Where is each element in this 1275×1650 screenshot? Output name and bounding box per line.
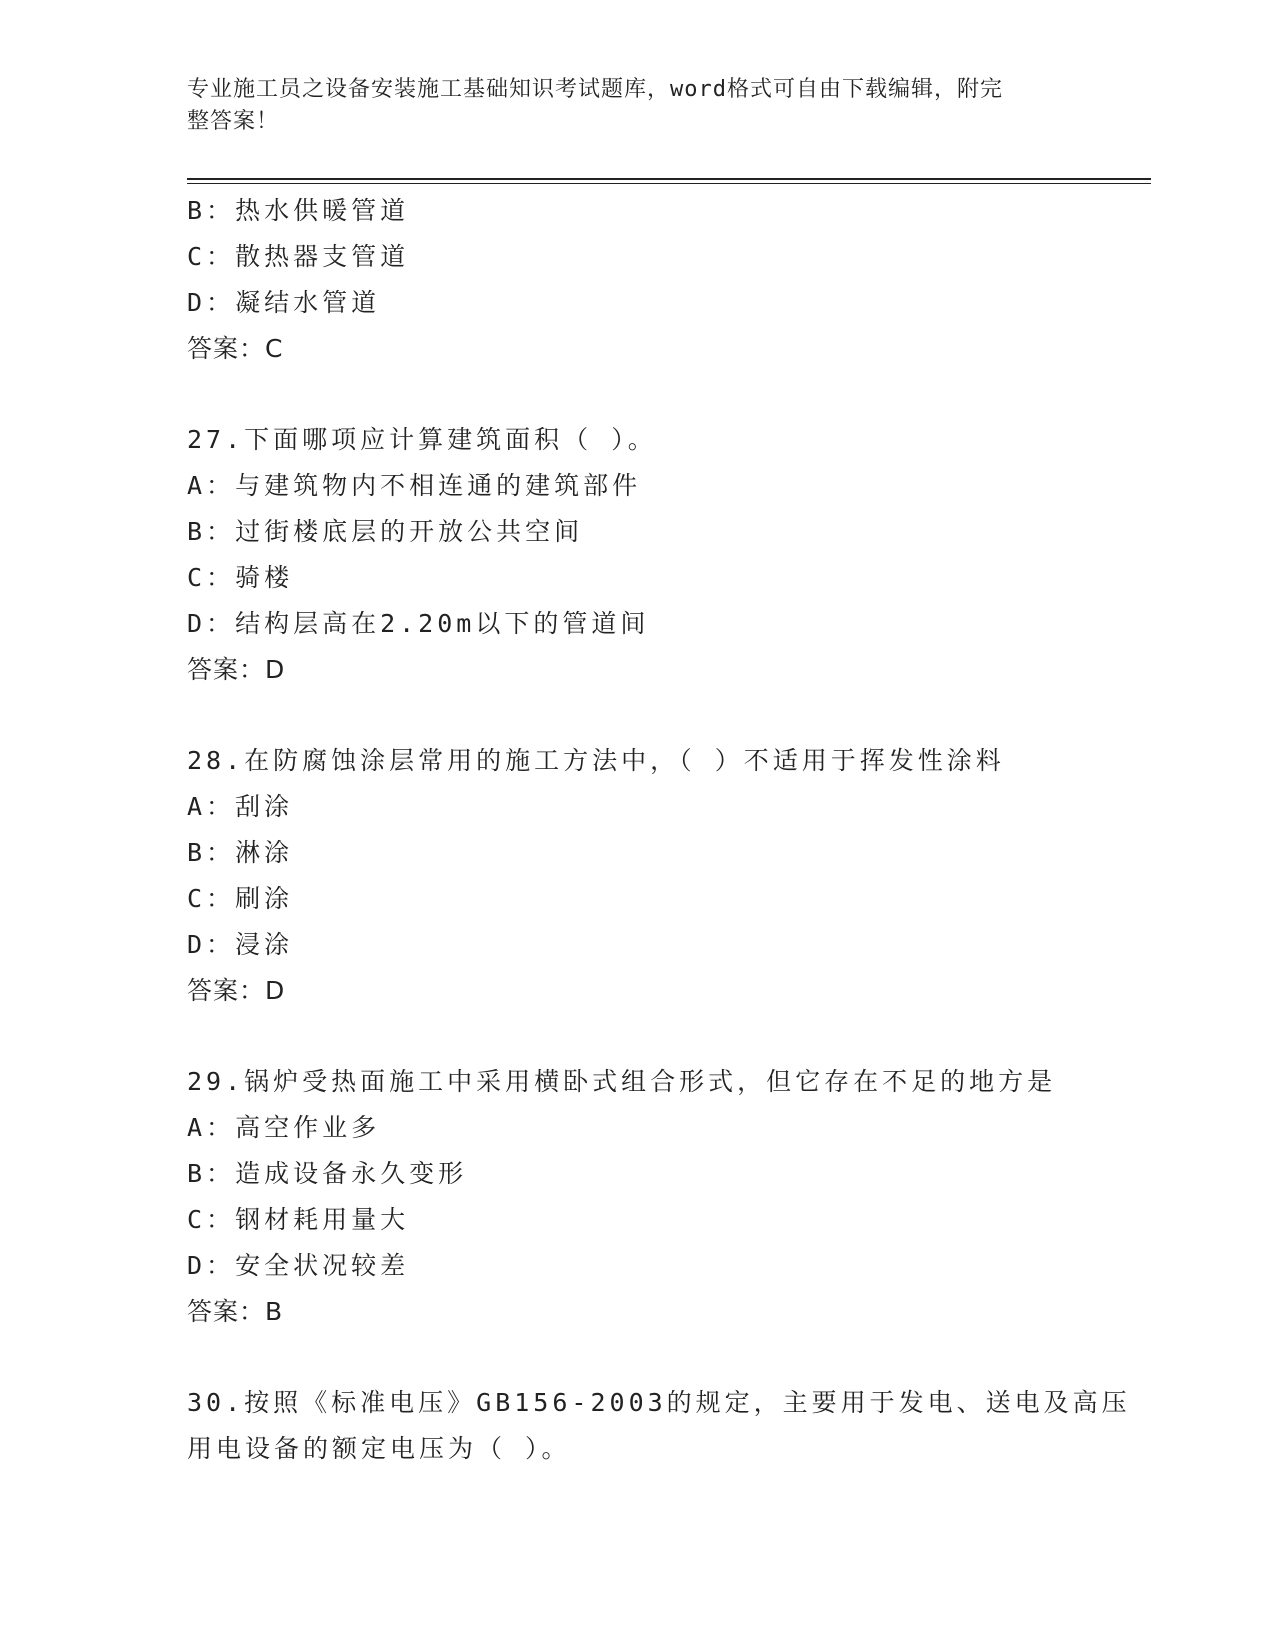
answer-line: 答案：D bbox=[187, 655, 286, 684]
header-divider-thick bbox=[187, 178, 1151, 180]
option-a bbox=[187, 463, 1137, 509]
question-30 bbox=[187, 1380, 1137, 1472]
question-content bbox=[187, 188, 1137, 1472]
question-stem: 27.下面哪项应计算建筑面积（ ）。 bbox=[187, 425, 657, 454]
option-c bbox=[187, 1197, 1137, 1243]
option-label: D： bbox=[187, 1251, 236, 1280]
option-d bbox=[187, 1243, 1137, 1289]
header-title-line-2: 整答案！ bbox=[187, 109, 280, 134]
question-29 bbox=[187, 1059, 1137, 1335]
option-text: 浸涂 bbox=[235, 930, 294, 959]
option-b bbox=[187, 188, 1137, 234]
option-label: B： bbox=[187, 838, 236, 867]
question-27 bbox=[187, 417, 1137, 693]
option-label: A： bbox=[187, 471, 236, 500]
option-label: C： bbox=[187, 1205, 236, 1234]
option-label: C： bbox=[187, 884, 236, 913]
option-label: B： bbox=[187, 1159, 236, 1188]
option-label: A： bbox=[187, 792, 236, 821]
option-d bbox=[187, 601, 1137, 647]
option-label: B： bbox=[187, 517, 236, 546]
option-b bbox=[187, 1151, 1137, 1197]
option-text: 造成设备永久变形 bbox=[235, 1159, 468, 1188]
option-a bbox=[187, 784, 1137, 830]
option-label: C： bbox=[187, 563, 236, 592]
header-title-line-1: 专业施工员之设备安装施工基础知识考试题库，word格式可自由下载编辑，附完 bbox=[187, 77, 1003, 102]
option-text: 热水供暖管道 bbox=[235, 196, 410, 225]
question-26-continued bbox=[187, 188, 1137, 372]
option-text: 过街楼底层的开放公共空间 bbox=[235, 517, 584, 546]
option-label: B： bbox=[187, 196, 236, 225]
question-28 bbox=[187, 738, 1137, 1014]
option-d bbox=[187, 280, 1137, 326]
question-stem: 29.锅炉受热面施工中采用横卧式组合形式，但它存在不足的地方是 bbox=[187, 1067, 1057, 1096]
answer-line: 答案：B bbox=[187, 1297, 284, 1326]
option-c bbox=[187, 876, 1137, 922]
option-text: 与建筑物内不相连通的建筑部件 bbox=[235, 471, 642, 500]
option-label: D： bbox=[187, 288, 236, 317]
option-label: D： bbox=[187, 930, 236, 959]
option-text: 刷涂 bbox=[235, 884, 294, 913]
option-text: 钢材耗用量大 bbox=[235, 1205, 410, 1234]
option-label: C： bbox=[187, 242, 236, 271]
question-stem: 28.在防腐蚀涂层常用的施工方法中，（ ）不适用于挥发性涂料 bbox=[187, 746, 1005, 775]
option-text: 淋涂 bbox=[235, 838, 294, 867]
answer-line: 答案：C bbox=[187, 334, 284, 363]
option-a bbox=[187, 1105, 1137, 1151]
option-text: 结构层高在2.20m以下的管道间 bbox=[235, 609, 650, 638]
option-text: 高空作业多 bbox=[235, 1113, 381, 1142]
option-b bbox=[187, 830, 1137, 876]
option-text: 散热器支管道 bbox=[235, 242, 410, 271]
option-text: 安全状况较差 bbox=[235, 1251, 410, 1280]
option-b bbox=[187, 509, 1137, 555]
option-text: 凝结水管道 bbox=[235, 288, 381, 317]
question-stem-line-1: 30.按照《标准电压》GB156-2003的规定，主要用于发电、送电及高压 bbox=[187, 1388, 1131, 1417]
header-divider-thin bbox=[187, 183, 1151, 184]
option-c bbox=[187, 234, 1137, 280]
option-label: A： bbox=[187, 1113, 236, 1142]
option-label: D： bbox=[187, 609, 236, 638]
option-c bbox=[187, 555, 1137, 601]
question-stem-line-2: 用电设备的额定电压为（ ）。 bbox=[187, 1434, 571, 1463]
option-d bbox=[187, 922, 1137, 968]
option-text: 刮涂 bbox=[235, 792, 294, 821]
answer-line: 答案：D bbox=[187, 976, 286, 1005]
document-header bbox=[187, 74, 1067, 138]
option-text: 骑楼 bbox=[235, 563, 294, 592]
